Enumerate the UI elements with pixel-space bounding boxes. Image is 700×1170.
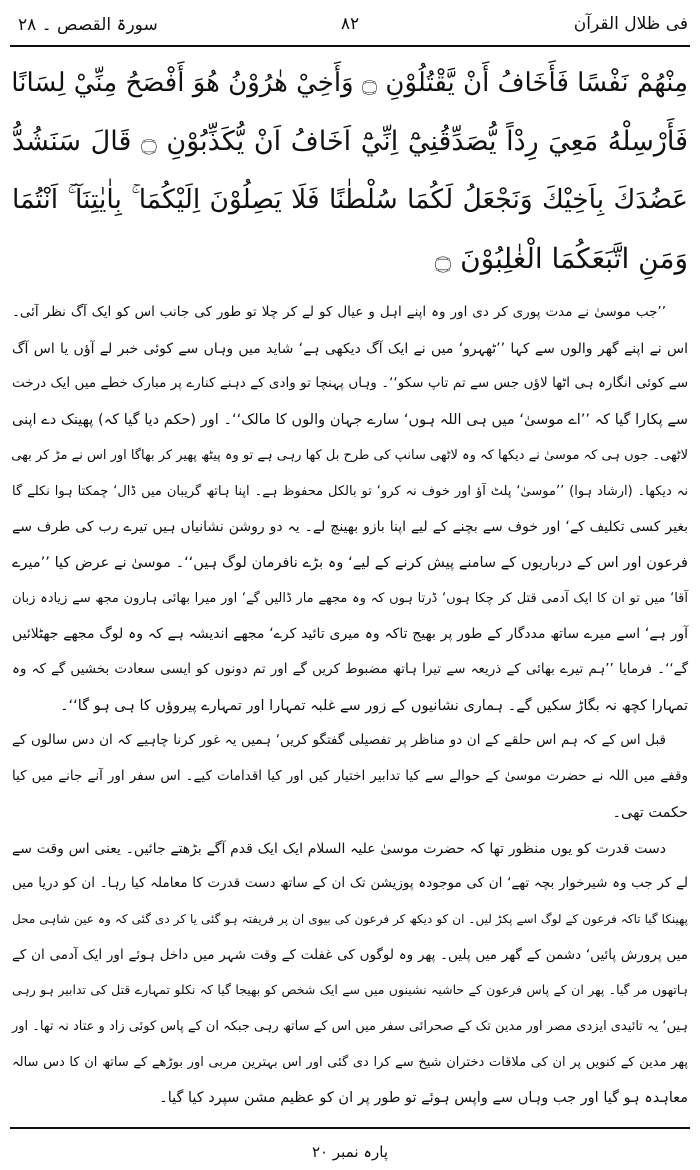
text-line: وقفے میں اللہ نے حضرت موسیٰ کے حوالے سے کیا تدابیر اختیار کیں اور کیا اقدامات کیے۔ اس سفر اور آنے جانے میں کیا: [12, 768, 688, 785]
header-divider: [10, 45, 690, 47]
text-line: فرعون اور اس کے درباریوں کے سامنے پیش کرنے کے لیے‘ وہ بڑے نافرمان لوگ ہیں‘‘۔ موسیٰ نے عرض کیا ’’میرے: [12, 554, 688, 571]
text-line: لے کر جب وہ شیرخوار بچہ تھے‘ ان کی موجودہ پوزیشن تک ان کے ساتھ دست قدرت کا معاملہ کیا رہا۔ ان کو دریا میں: [12, 875, 688, 892]
text-line: نہ دیکھا۔ (ارشاد ہوا) ’’موسیٰ‘ پلٹ آؤ اور خوف نہ کرو‘ تو بالکل محفوظ ہے۔ اپنا ہاتھ گریبان میں ڈال‘ چمکتا ہوا نکلے گا: [12, 483, 688, 499]
text-line: آقا‘ میں تو ان کا ایک آدمی قتل کر چکا ہوں‘ ڈرتا ہوں کہ وہ مجھے مار ڈالیں گے‘ اور میرا بھائی ہارون مجھ سے زیادہ زبان: [12, 590, 688, 606]
text-line: گے‘‘۔ فرمایا ’’ہم تیرے بھائی کے ذریعہ سے تیرا ہاتھ مضبوط کریں گے اور تم دونوں کو ایسی سعادت بخشیں گے کہ وہ: [12, 661, 688, 677]
book-title: فی ظلال القرآن: [573, 14, 688, 34]
text-line: بغیر کسی تکلیف کے‘ اور خوف سے بچنے کے لیے اپنا بازو بھینچ لے۔ یہ دو روشن نشانیاں ہیں تیرے رب کی طرف سے: [12, 519, 688, 536]
footer-divider: [10, 1127, 690, 1129]
quran-verse-line: فَأَرْسِلْهُ مَعِيَ رِدْاً يُّصَدِّقُنِيْٓ اِنِّيْٓ اَخَافُ اَنْ يُّكَذِّبُوْنِ ۝ قَالَ سَنَشُدُّ: [12, 126, 688, 157]
text-line: سے پکارا گیا کہ ’’اے موسیٰ‘ میں ہی اللہ ہوں‘ سارے جہان والوں کا مالک‘‘۔ اور (حکم دیا گیا کہ) پھینک دے اپنی: [12, 412, 688, 429]
text-line: ’’جب موسیٰ نے مدت پوری کر دی اور وہ اپنے اہل و عیال کو لے کر چلا تو طور کی جانب اس کو ایک آگ نظر آئی۔: [12, 304, 666, 320]
text-line: آور ہے‘ اسے میرے ساتھ مددگار کے طور پر بھیج تاکہ وہ میری تائید کرے‘ مجھے اندیشہ ہے کہ وہ لوگ مجھے جھٹلائیں: [12, 626, 688, 643]
para-number: پارہ نمبر ۲۰: [311, 1143, 389, 1161]
text-line: معاہدہ ہو گیا اور جب وہاں سے واپس ہوئے تو طور پر ان کو عظیم مشن سپرد کیا گیا۔: [159, 1090, 688, 1107]
text-line: ہیں‘ یہ تائیدی ایزدی مصر اور مدین تک کے صحرائی سفر میں اس کے ساتھ رہی جبکہ ان کے پاس کوئی زاد و عتاد نہ تھا۔ اور: [12, 1019, 688, 1034]
page-number: ۸۲: [340, 14, 360, 34]
text-line: اس نے اپنے گھر والوں سے کہا ’’ٹھہرو‘ میں نے ایک آگ دیکھی ہے‘ شاید میں وہاں سے کوئی خبر لے آؤں یا اس آگ: [12, 340, 688, 357]
text-line: تمہارا کچھ نہ بگاڑ سکیں گے۔ ہماری نشانیوں کے زور سے غلبہ تمہارا اور تمہارے پیروؤں کا ہی ہو گا‘‘۔: [60, 697, 688, 714]
text-line: حکمت تھی۔: [612, 804, 688, 821]
surah-title: سورۃ القصص ۔ ۲۸: [18, 15, 158, 35]
quran-verse-line: عَضُدَكَ بِاَخِيْكَ وَنَجْعَلُ لَكُمَا سُلْطٰنًا فَلَا يَصِلُوْنَ اِلَيْكُمَا ۚ بِاٰيٰتِنَآ ۚ اَنْتُمَا: [12, 184, 688, 215]
text-line: قبل اس کے کہ ہم اس حلقے کے ان دو مناظر پر تفصیلی گفتگو کریں‘ ہمیں یہ غور کرنا چاہیے کہ ان دس سالوں کے: [12, 732, 666, 749]
quran-verse-line: مِنْهُمْ نَفْسًا فَأَخَافُ أَنْ يَّقْتُلُوْنِ ۝ وَأَخِيْ هٰرُوْنُ هُوَ أَفْصَحُ مِنِّيْ لِسَانًا: [11, 68, 688, 98]
text-line: میں پرورش پائیں‘ دشمن کے گھر میں پلیں۔ پھر وہ لوگوں کی غفلت کے وقت شہر میں داخل ہوئے اور ایک آدمی ان کے: [12, 946, 688, 963]
text-line: ہاتھوں مر گیا۔ پھر ان کے پاس فرعون کے حاشیہ نشینوں میں سے ایک شخص کو بھیجا گیا کہ نکلو تمہارے قتل کی تدابیر ہو رہی: [12, 982, 688, 998]
text-line: سے کوئی انگارہ ہی اٹھا لاؤں جس سے تم تاپ سکو‘‘۔ وہاں پہنچا تو وادی کے دہنے کنارے پر مبارک خطے میں ایک درخت: [12, 375, 688, 392]
text-line: پھینکا گیا تاکہ فرعون کے لوگ اسے پکڑ لیں۔ ان کو دیکھ کر فرعون کی بیوی ان پر فریفتہ ہو گئی یا کر دی گئی کہ وہ عین شاہی محل: [12, 911, 688, 926]
text-line: پھر مدین کے کنویں پر ان کی ملاقات دختران شیخ سے کرا دی گئی اور اس بہترین مربی اور بوڑھے کے ساتھ ان کا دس سالہ: [12, 1054, 688, 1070]
text-line: دست قدرت کو یوں منظور تھا کہ حضرت موسیٰ علیہ السلام ایک ایک قدم آگے بڑھتے جائیں۔ یعنی اس وقت سے: [12, 840, 666, 857]
text-line: لاٹھی۔ جوں ہی کہ موسیٰ نے دیکھا کہ وہ لاٹھی سانپ کی طرح بل کھا رہی ہے تو وہ پیٹھ پھیر کر بھاگا اور اس نے مڑ کر بھی: [11, 447, 688, 463]
quran-verse-line: وَمَنِ اتَّبَعَكُمَا الْغٰلِبُوْنَ ۝: [434, 242, 688, 275]
